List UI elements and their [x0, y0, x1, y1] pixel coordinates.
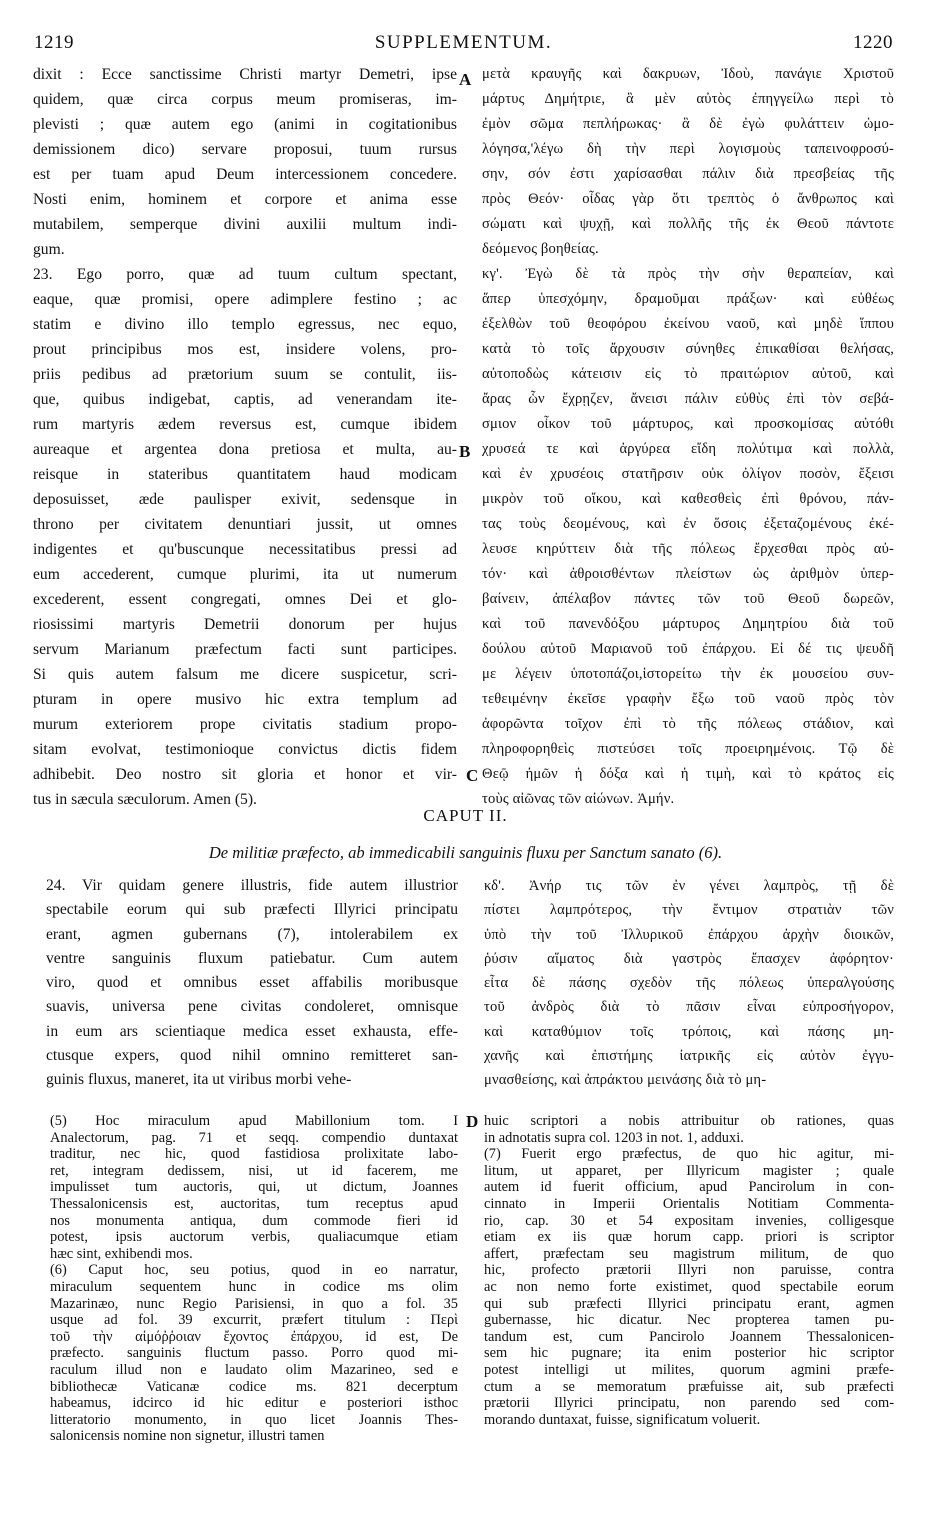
text-line: tandum est, cum Pancirolo Joannem Thessalonicen-: [484, 1328, 894, 1345]
text-line: reisque in stateribus quantitatem haud modicam: [33, 466, 457, 483]
text-line: autem id fuerit officium, apud Pancirolum in con-: [484, 1179, 894, 1196]
chapter-heading: CAPUT II.: [423, 806, 508, 825]
text-line: etiam ex iis quæ horum capp. priori is scriptor: [484, 1229, 894, 1246]
text-line: eaque, quæ promisi, opere adimplere festino ; ac: [33, 291, 457, 308]
margin-marker-b: B: [459, 442, 471, 461]
text-line: litum, ut apparet, per Illyricum magister ; quale: [484, 1162, 894, 1179]
text-line: morando duntaxat, fuisse, significatum voluerit.: [484, 1411, 761, 1428]
text-line: ἄρας ὧν ἔχρῃζεν, ἄνεισι πάλιν εὐθὺς ἐπὶ τὸν σεβά-: [482, 391, 894, 407]
text-line: gum.: [33, 241, 65, 258]
text-line: hic, profecto prætorii Illyri non paruisse, contra: [484, 1262, 894, 1279]
text-line: suavis, universa pene civitas condoleret, omnisque: [46, 998, 458, 1016]
text-line: præfecto. sanguinis fluctum passo. Porro quod mi-: [50, 1345, 458, 1362]
text-line: qui sub præfecti Illyrici principatu erant, agmen: [484, 1295, 894, 1312]
text-line: tus in sæcula sæculorum. Amen (5).: [33, 791, 257, 808]
text-line: dixit : Ecce sanctissime Christi martyr Demetri, ipse: [33, 66, 457, 83]
text-line: ctum a se memoratum præfuisse ait, sub præfecti: [484, 1378, 894, 1395]
text-line: πρὸς Θεόν· οἶδας γὰρ ὅτι τρεπτὸς ὁ ἄνθρωπος καὶ: [482, 191, 894, 207]
running-title: SUPPLEMENTUM.: [374, 32, 553, 53]
text-line: Nosti enim, hominem et corpore et anima esse: [33, 191, 457, 208]
text-line: sitam evolvat, testimonioque convictus dictis fidem: [33, 741, 457, 758]
text-line: κατὰ τὸ τοῖς ἄρχουσιν σύνηθες ἐπικαθίσαι θελήσας,: [482, 341, 894, 357]
text-line: indigentes et qu'buscunque necessitatibus pressi ad: [33, 541, 457, 558]
text-line: huic scriptori a nobis attribuitur ob rationes, quas: [484, 1113, 894, 1129]
text-line: statim e divino illo templo egressus, nec equo,: [33, 316, 457, 333]
text-line: ἅπερ ὑπεσχόμην, δραμοῦμαι πράξων· καὶ εὐθέως: [482, 291, 894, 307]
text-line: καὶ ἐν χρυσέοις στατῆρσιν οὐκ ὀλίγον ποσὸν, ἔξεισι: [482, 466, 894, 482]
text-line: excederent, essent congregati, omnes Dei et glo-: [33, 591, 457, 608]
text-line: throno per civitatem denuntiari jussit, ut omnes: [33, 516, 457, 533]
text-line: guinis fluxus, maneret, ita ut viribus morbi vehe-: [46, 1071, 352, 1089]
text-line: σώματι καὶ ψυχῇ, καὶ πολλῆς τῆς ἐκ Θεοῦ πάντοτε: [482, 216, 894, 232]
text-line: κδ'. Ἀνήρ τις τῶν ἐν γένει λαμπρὸς, τῇ δὲ: [484, 878, 894, 894]
text-line: μνασθείσης, καὶ ἀπράκτου μεινάσης διὰ τὸ μη-: [484, 1072, 767, 1089]
text-line: potest, ipsis auctorum verbis, qualiacumque etiam: [50, 1229, 458, 1246]
right-page-number: 1220: [852, 32, 893, 53]
text-line: pturam in opere musivo hic extra templum ad: [33, 691, 457, 708]
margin-marker-c: C: [466, 766, 479, 785]
text-line: βαίνειν, ἀπέλαβον πάντες τῶν τοῦ Θεοῦ δωρεῶν,: [482, 591, 894, 607]
text-line: raculum illud non e laudato olim Mazarineo, sed e: [50, 1361, 458, 1378]
text-line: ἀφορῶντα τοῖχον ἐπὶ τὸ τῆς πόλεως στάδιον, καὶ: [482, 716, 894, 732]
text-line: αὐτοποδὼς κάτεισιν εἰς τὸ πραιτώριον αὐτοῦ, καὶ: [482, 366, 894, 382]
text-line: ret, integram dedissem, nisi, ut id facerem, me: [50, 1162, 458, 1179]
text-line: σην, σόν ἐστι χαρίσασθαι πάλιν διὰ πρεσβείας τῆς: [482, 166, 894, 182]
text-line: litteratorio monumento, in quo licet Joannis Thes-: [50, 1411, 458, 1428]
text-line: σμιον οἶκον τοῦ μάρτυρος, καὶ προσκομίσας αὐτόθι: [482, 416, 894, 432]
text-line: μετὰ κραυγῆς καὶ δακρυων, Ἰδοὺ, πανάγιε Χριστοῦ: [482, 66, 894, 82]
text-line: prout principibus mos est, insidere volens, pro-: [33, 341, 457, 358]
greek-column-chapter: [484, 874, 894, 1093]
text-line: salonicensis nomine non signetur, illustri tamen: [50, 1428, 325, 1445]
text-line: aureaque et argentea dona pretiosa et multa, au-: [33, 441, 457, 458]
text-line: καὶ τοῦ πανενδόξου μάρτυρος Δημητρίου διὰ τοῦ: [482, 616, 894, 632]
text-line: ctusque expers, quod nihil omnino remitteret san-: [46, 1047, 458, 1065]
text-line: habeamus, idcirco id hic editur e posteriori isthoc: [50, 1395, 458, 1412]
text-line: adhibebit. Deo nostro sit gloria et honor et vir-: [33, 766, 457, 783]
text-line: 23. Ego porro, quæ ad tuum cultum spectant,: [33, 266, 457, 283]
running-header: [34, 32, 893, 56]
text-line: que, quibus indigebat, captis, ad venerandam ite-: [33, 391, 457, 408]
text-line: τοῦ ἀνδρὸς διὰ τὸ πᾶσιν εἶναι εὐπροσήγορον,: [484, 999, 894, 1016]
text-line: κγ'. Ἐγὼ δὲ τὰ πρὸς τὴν σὴν θεραπείαν, καὶ: [482, 266, 894, 282]
text-line: usque ad fol. 39 excurrit, præfert titulum : Περὶ: [50, 1312, 458, 1329]
text-line: Analectorum, pag. 71 et seqq. compendio duntaxat: [50, 1129, 458, 1146]
text-line: δούλου αὐτοῦ Μαριανοῦ τοῦ ἐπάρχου. Εἰ δέ τις ψευδῆ: [482, 641, 894, 657]
text-line: est per tuam apud Deum intercessionem concedere.: [33, 166, 457, 183]
text-line: μικρὸν τοῦ οἴκου, καὶ καθεσθεὶς ἐπὶ θρόνου, πάν-: [482, 491, 894, 507]
text-line: plevisti ; quæ autem ego (animi in cogitationibus: [33, 116, 457, 133]
margin-marker-a: A: [459, 70, 472, 89]
text-line: spectabile eorum qui sub præfecti Illyrici principatu: [46, 901, 458, 919]
text-line: χρυσεά τε καὶ ἀργύρεα εἴδη πολύτιμα καὶ πολλὰ,: [482, 441, 894, 457]
text-line: erant, agmen gubernans (7), intolerabilem ex: [46, 925, 458, 943]
text-line: gubernasse, hic dicatur. Nec propterea tamen pu-: [484, 1312, 894, 1329]
text-line: in adnotatis supra col. 1203 in not. 1, adduxi.: [484, 1129, 744, 1146]
text-line: τας τοὺς δεομένους, καὶ ἐν ὅσοις ἐξεταζομένους ἐκέ-: [482, 516, 894, 532]
text-line: in eum ars scientiaque medica esset exhausta, effe-: [46, 1022, 458, 1040]
text-line: πληροφορηθεὶς πιστεύσει τοῖς προειρημένοις. Τῷ δὲ: [482, 741, 894, 757]
text-line: riosissimi martyris Demetrii donorum per hujus: [33, 616, 457, 633]
text-line: πίστει λαμπρότερος, τὴν ἔντιμον στρατιὰν τῶν: [484, 902, 894, 919]
text-line: quidem, quæ circa corpus meum promiseras, im-: [33, 91, 457, 108]
text-line: τοῦ τὴν αἱμόῤῥοιαν ἔχοντος ἐπάρχου, id est, De: [50, 1328, 458, 1345]
text-line: εἶτα δὲ πάσης σχεδὸν τῆς πόλεως ὑπεραλγούσης: [484, 975, 894, 992]
text-line: χανῆς καὶ ἐπιστήμης ἰατρικῆς εἰς αὐτὸν ἐγγυ-: [484, 1048, 894, 1065]
greek-column-top: [482, 62, 894, 812]
text-line: mutabilem, semperque divini auxilii multum indi-: [33, 216, 457, 233]
margin-marker-d: D: [466, 1112, 479, 1131]
latin-column-top: [33, 62, 457, 812]
text-line: λόγησα,'λέγω δὴ τὴν περὶ λογισμοὺς ταπεινοφροσύ-: [482, 141, 894, 157]
text-line: Mazarinæo, nunc Regio Parisiensi, in quo a fol. 35: [50, 1295, 458, 1312]
footnotes-left: [50, 1113, 458, 1445]
text-line: viro, quod et omnibus esset affabilis moribusque: [46, 974, 458, 992]
text-line: με λέγειν ὑποτοπάζοι,ἱστορείτω τὴν ἐκ μουσείου συν-: [482, 666, 894, 682]
text-line: impulisset tum auctoris, qui, ut dictum, Joannes: [50, 1179, 458, 1196]
left-page-number: 1219: [34, 32, 74, 53]
text-line: καὶ καταθύμιον τοῖς τρόποις, καὶ πάσης μη-: [484, 1023, 894, 1040]
text-line: traditur, nec hic, quod fastidiosa prolixitate labo-: [50, 1146, 458, 1163]
text-line: bibliothecæ Vaticanæ codice ms. 821 decerptum: [50, 1378, 458, 1395]
text-line: μάρτυς Δημήτριε, ἃ μὲν αὐτὸς ἐπηγγείλω περὶ τὸ: [482, 91, 894, 107]
text-line: ῥύσιν αἵματος διὰ γαστρὸς ἔπασχεν ἀφόρητον·: [484, 950, 894, 967]
text-line: τόν· καὶ ἀθροισθέντων πλείστων ὡς ἀριθμὸν ὑπερ-: [482, 566, 894, 582]
text-line: cinnato in Imperii Orientalis Notitiam Commenta-: [484, 1195, 894, 1212]
text-line: hæc sint, exhibendi mos.: [50, 1245, 193, 1262]
text-line: (7) Fuerit ergo præfectus, de quo hic agitur, mi-: [484, 1146, 894, 1163]
text-line: demissionem dico) servare proposui, tuum rursus: [33, 141, 457, 158]
text-line: Si quis autem falsum me dicere suspicetur, scri-: [33, 666, 457, 683]
text-line: potest intelligi ut milites, quorum agmini præfe-: [484, 1361, 894, 1378]
text-line: deposuisset, æde paulisper exivit, sedensque in: [33, 491, 457, 508]
text-line: ἐμὸν σῶμα πεπλήρωκας· ἃ δὲ ἐγὼ φυλάττειν ὡμο-: [482, 116, 894, 132]
text-line: prætorii Illyrici principatu, non parendo sed com-: [484, 1395, 894, 1412]
text-line: (5) Hoc miraculum apud Mabillonium tom. I: [50, 1113, 458, 1129]
text-line: λευσε κηρύττειν διὰ τῆς πόλεως ἔρχεσθαι πρὸς αὐ-: [482, 541, 894, 557]
text-line: priis pedibus ad prætorium suum se contulit, iis-: [33, 366, 457, 383]
text-line: sem hic pugnare; ita enim posterior hic scriptor: [484, 1345, 894, 1362]
text-line: rio, cap. 30 et 54 expositam invenies, colligesque: [484, 1212, 894, 1229]
text-line: Thessalonicensis est, auctoritas, tum receptus apud: [50, 1195, 458, 1212]
text-line: τοὺς αἰῶνας τῶν αἰώνων. Ἀμήν.: [482, 791, 675, 807]
text-line: δεόμενος βοηθείας.: [482, 241, 599, 257]
text-line: rum martyris ædem reversus est, cumque ibidem: [33, 416, 457, 433]
text-line: murum exteriorem prope civitatis stadium propo-: [33, 716, 457, 733]
text-line: (6) Caput hoc, seu potius, quod in eo narratur,: [50, 1262, 458, 1279]
text-line: ventre sanguinis fluxum patiebatur. Cum autem: [46, 949, 458, 967]
text-line: ἐξελθὼν τοῦ θεοφόρου ἐκείνου ναοῦ, καὶ μηδὲ ἵππου: [482, 316, 894, 332]
text-line: servum Marianum præfectum facti sunt participes.: [33, 641, 457, 658]
footnotes-right: [484, 1113, 894, 1428]
text-line: 24. Vir quidam genere illustris, fide autem illustrior: [46, 877, 458, 894]
text-line: ac non nemo forte existimet, quod spectabile eorum: [484, 1278, 894, 1295]
chapter-subtitle: De militiæ præfecto, ab immedicabili sanguinis fluxu per Sanctum sanato (6).: [208, 843, 723, 862]
text-line: miraculum sequentem hunc in codice ms olim: [50, 1278, 458, 1295]
text-line: affert, præfectam seu magistrum militum, de quo: [484, 1245, 894, 1262]
text-line: τεθειμένην ἐκεῖσε γραφὴν ἔξω τοῦ ναοῦ πρὸς τὸν: [482, 691, 894, 707]
latin-column-chapter: [46, 874, 458, 1093]
text-line: Θεῷ ἡμῶν ἡ δόξα καὶ ἡ τιμὴ, καὶ τὸ κράτος εἰς: [482, 766, 894, 782]
text-line: eum accederent, cumque plurimi, ita ut numerum: [33, 566, 457, 583]
text-line: ὑπὸ τὴν τοῦ Ἰλλυρικοῦ ἐπάρχου ἀρχὴν διοικῶν,: [484, 926, 894, 943]
text-line: nos monumenta antiqua, dum commode fieri id: [50, 1212, 458, 1229]
